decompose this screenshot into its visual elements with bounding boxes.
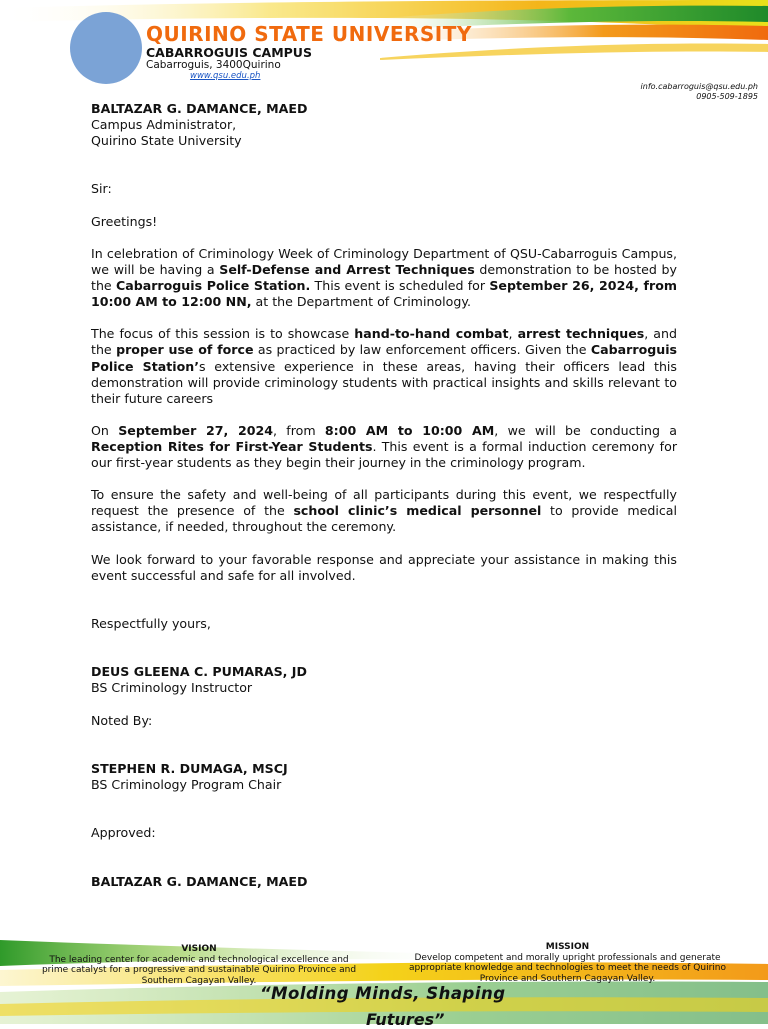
noter-name: STEPHEN R. DUMAGA, MSCJ [91,760,288,776]
mission-heading: MISSION [545,942,590,952]
vision-block [40,944,358,986]
vision-text: The leading center for academic and technological excellence and prime catalyst for a progressive and sustainable Quirino Province and Southern Cagayan Valley. [41,954,357,986]
paragraph-closing-remarks: We look forward to your favorable response and appreciate your assistance in making this event successful and safe for all involved. [91,551,677,583]
contact-info [641,82,758,101]
recipient-name: BALTAZAR G. DAMANCE, MAED [91,101,308,116]
approved-label: Approved: [91,825,156,841]
university-tagline: “Molding Minds, Shaping [260,984,506,1003]
signer-name: DEUS GLEENA C. PUMARAS, JD [91,664,307,680]
mission-text: Develop competent and morally upright professionals and generate appropriate knowledge and technologies to meet the needs of Quirino Province and Southern Cagayan Valley. [408,952,726,984]
approver-name: BALTAZAR G. DAMANCE, MAED [91,873,308,889]
website-link[interactable]: www.qsu.edu.ph [190,71,261,81]
paragraph-event-announcement: In celebration of Criminology Week of Criminology Department of QSU-Cabarroguis Campus, we will be having a Self-Defense and Arrest Techniques demonstration to be hosted by the Cabarroguis Police Station. This event is scheduled for September 26, 2024, from 10:00 AM to 12:00 NN, at the Department of Criminology. [91,245,678,310]
paragraph-session-focus: The focus of this session is to showcase hand-to-hand combat, arrest techniques, and the proper use of force as practiced by law enforcement officers. Given the Cabarroguis Police Station’s extensive experience in these areas, having their officers lead this demonstration will provide criminology students with practical insights and skills relevant to their future careers [91,326,678,406]
salutation: Sir: [91,181,112,197]
contact-email[interactable]: info.cabarroguis@qsu.edu.ph [640,82,758,91]
paragraph-reception-rites: On September 27, 2024, from 8:00 AM to 10:00 AM, we will be conducting a Reception Rites for First-Year Students. This event is a formal induction ceremony for our first-year students as they begin their journey in the criminology program. [91,422,677,471]
recipient-title: Campus Administrator, [91,117,237,133]
greeting: Greetings! [91,213,158,229]
vision-heading: VISION [181,944,217,954]
campus-address: Cabarroguis, 3400Quirino [146,59,281,71]
signer-title: BS Criminology Instructor [91,680,253,696]
letter-body [91,101,677,890]
contact-phone: 0905-509-1895 [696,91,758,101]
noted-by-label: Noted By: [91,712,153,728]
closing-phrase: Respectfully yours, [91,616,211,631]
mission-block [405,942,730,984]
paragraph-medical-request: To ensure the safety and well-being of all participants during this event, we respectfully request the presence of the school clinic’s medical personnel to provide medical assistance, if needed, throughout the ceremony. [91,487,677,535]
university-logo [70,12,142,84]
university-tagline-continued: Futures” [366,1010,445,1029]
university-name: QUIRINO STATE UNIVERSITY [146,22,472,46]
recipient-org: Quirino State University [91,133,242,149]
noter-title: BS Criminology Program Chair [91,776,282,792]
campus-name: CABARROGUIS CAMPUS [146,45,312,60]
